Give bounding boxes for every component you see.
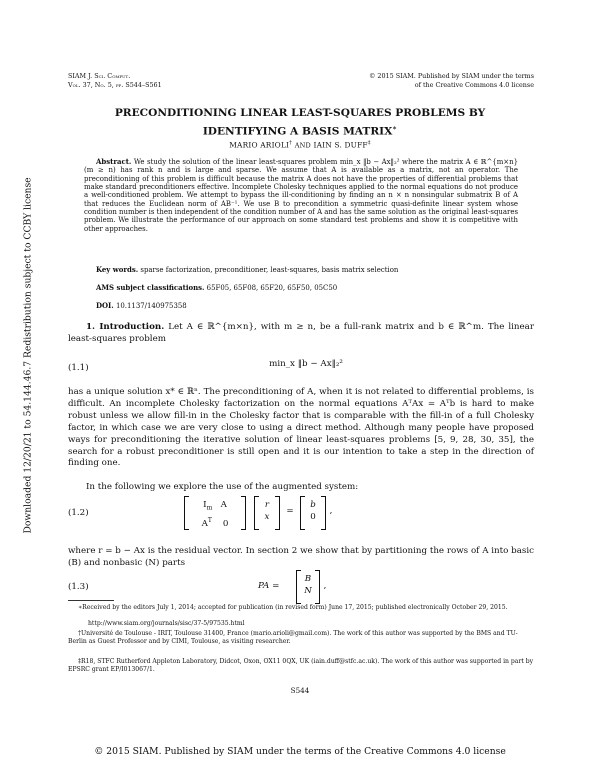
equation-1-1: min_x ‖b − Ax‖₂² <box>269 359 343 369</box>
abstract-text: We study the solution of the linear least-squares problem min_x ‖b − Ax‖₂² where the matrix A ∈ ℝ^{m×n} (m ≥ n) has rank n and is large and sparse. We assume that A is available as a matrix, not an operator. The preconditioning of this problem is difficult because the matrix A does not have the properties of differential problems that make standard preconditioners effective. Incomplete Cholesky techniques applied to the normal equations do not produce a well-conditioned problem. We attempt to bypass the ill-conditioning by finding an n × n nonsingular submatrix B of A that reduces the Euclidean norm of AB⁻¹. We use B to precondition a symmetric quasi-definite linear system whose condition number is then independent of the condition number of A and has the same solution as the original least-squares problem. We illustrate the performance of our approach on some standard test problems and show it is competitive with other approaches. <box>84 158 518 233</box>
doi-text: 10.1137/140975358 <box>115 302 187 310</box>
intro-p1-text: Let A ∈ ℝ^{m×n}, with m ≥ n, be a full-rank matrix and b ∈ ℝ^m. The linear least-squares problem <box>68 322 534 344</box>
intro-paragraph-3: In the following we explore the use of the augmented system: <box>86 482 359 492</box>
keywords <box>84 265 518 274</box>
equation-1-1-number: (1.1) <box>68 363 89 373</box>
rhs-vector: b 0 <box>300 496 326 530</box>
journal-volume: Vol. 37, No. 5, pp. S544–S561 <box>68 80 162 89</box>
equation-1-2-number: (1.2) <box>68 508 89 518</box>
keywords-label: Key words. <box>96 265 139 274</box>
page-number: S544 <box>290 686 310 695</box>
equation-1-3-number: (1.3) <box>68 582 89 592</box>
section-heading: 1. Introduction. <box>86 322 165 332</box>
block-matrix: $I_m$ A $A^T$ 0 <box>184 496 246 530</box>
intro-paragraph-2: has a unique solution x* ∈ ℝⁿ. The preconditioning of A, when it is not related to differential problems, is difficult. An incomplete Cholesky factorization on the normal equations AᵀAx = Aᵀb is hard to make robust unless we allow fill-in in the Cholesky factor that is comparable with the fill-in of a full Cholesky factor, in which case we are very close to using a direct method. Although many people have proposed ways for preconditioning the iterative solution of linear least-squares problems [5, 9, 28, 30, 35], the search for a robust preconditioner is still open and it is our intention to take a step in the direction of finding one. <box>68 387 534 469</box>
abstract <box>84 158 518 233</box>
title-line-2: IDENTIFYING A BASIS MATRIX <box>202 125 393 138</box>
abstract-label: Abstract. <box>96 157 132 166</box>
keywords-text: sparse factorization, preconditioner, least-squares, basis matrix selection <box>140 266 399 274</box>
download-notice: Downloaded 12/20/21 to 54.144.46.7 Redistribution subject to CCBY license <box>22 177 34 534</box>
footnote-received: ∗Received by the editors July 1, 2014; accepted for publication (in revised form) June 17, 2015; published electronically October 29, 2015. <box>78 604 508 611</box>
author-1: MARIO ARIOLI <box>229 140 290 150</box>
ams-text: 65F05, 65F08, 65F20, 65F50, 05C50 <box>206 284 338 292</box>
doi-label: DOI. <box>96 301 114 310</box>
ams-label: AMS subject classifications. <box>96 283 205 292</box>
author-and: AND <box>294 141 311 150</box>
partition-vector: B N <box>296 570 320 604</box>
footnote-arioli: †Université de Toulouse - IRIT, Toulouse 31400, France (mario.arioli@gmail.com). The work of this author was supported by the BMS and TU-Berlin as Guest Professor and by CIMI, Toulouse, as visiting researcher. <box>68 630 518 645</box>
title-line-1: PRECONDITIONING LINEAR LEAST-SQUARES PROBLEMS BY <box>114 107 486 119</box>
intro-paragraph-1 <box>68 322 534 346</box>
doi <box>84 301 518 310</box>
copyright-line-1: © 2015 SIAM. Published by SIAM under the terms <box>369 72 534 80</box>
footnote-duff: ‡R18, STFC Rutherford Appleton Laboratory, Didcot, Oxon, OX11 0QX, UK (iain.duff@stfc.ac.uk). The work of this author was supported in part by EPSRC grant EP/I013067/1. <box>68 658 534 673</box>
author-2: IAIN S. DUFF <box>313 140 368 150</box>
footnote-url[interactable]: http://www.siam.org/journals/sisc/37-5/97535.html <box>88 620 245 627</box>
journal-name: SIAM J. Sci. Comput. <box>68 72 131 80</box>
author-line <box>80 140 520 149</box>
intro-paragraph-4: where r = b − Ax is the residual vector. In section 2 we show that by partitioning the rows of A into basic (B) and nonbasic (N) parts <box>68 546 534 568</box>
copyright-line-2: of the Creative Commons 4.0 license <box>414 80 534 89</box>
author-2-mark: ‡ <box>367 140 371 146</box>
equation-1-2: $I_m$ A $A^T$ 0 r x = b 0 , <box>184 494 424 532</box>
title-footnote-mark: ∗ <box>392 122 398 132</box>
author-1-mark: † <box>289 140 293 146</box>
ams-classifications <box>84 283 518 292</box>
paper-title <box>80 107 520 139</box>
copyright-header <box>316 72 534 89</box>
unknown-vector: r x <box>254 496 280 530</box>
journal-header <box>68 72 162 89</box>
license-footer: © 2015 SIAM. Published by SIAM under the terms of the Creative Commons 4.0 license <box>94 746 506 757</box>
equation-1-3: PA = B N , <box>258 568 358 606</box>
